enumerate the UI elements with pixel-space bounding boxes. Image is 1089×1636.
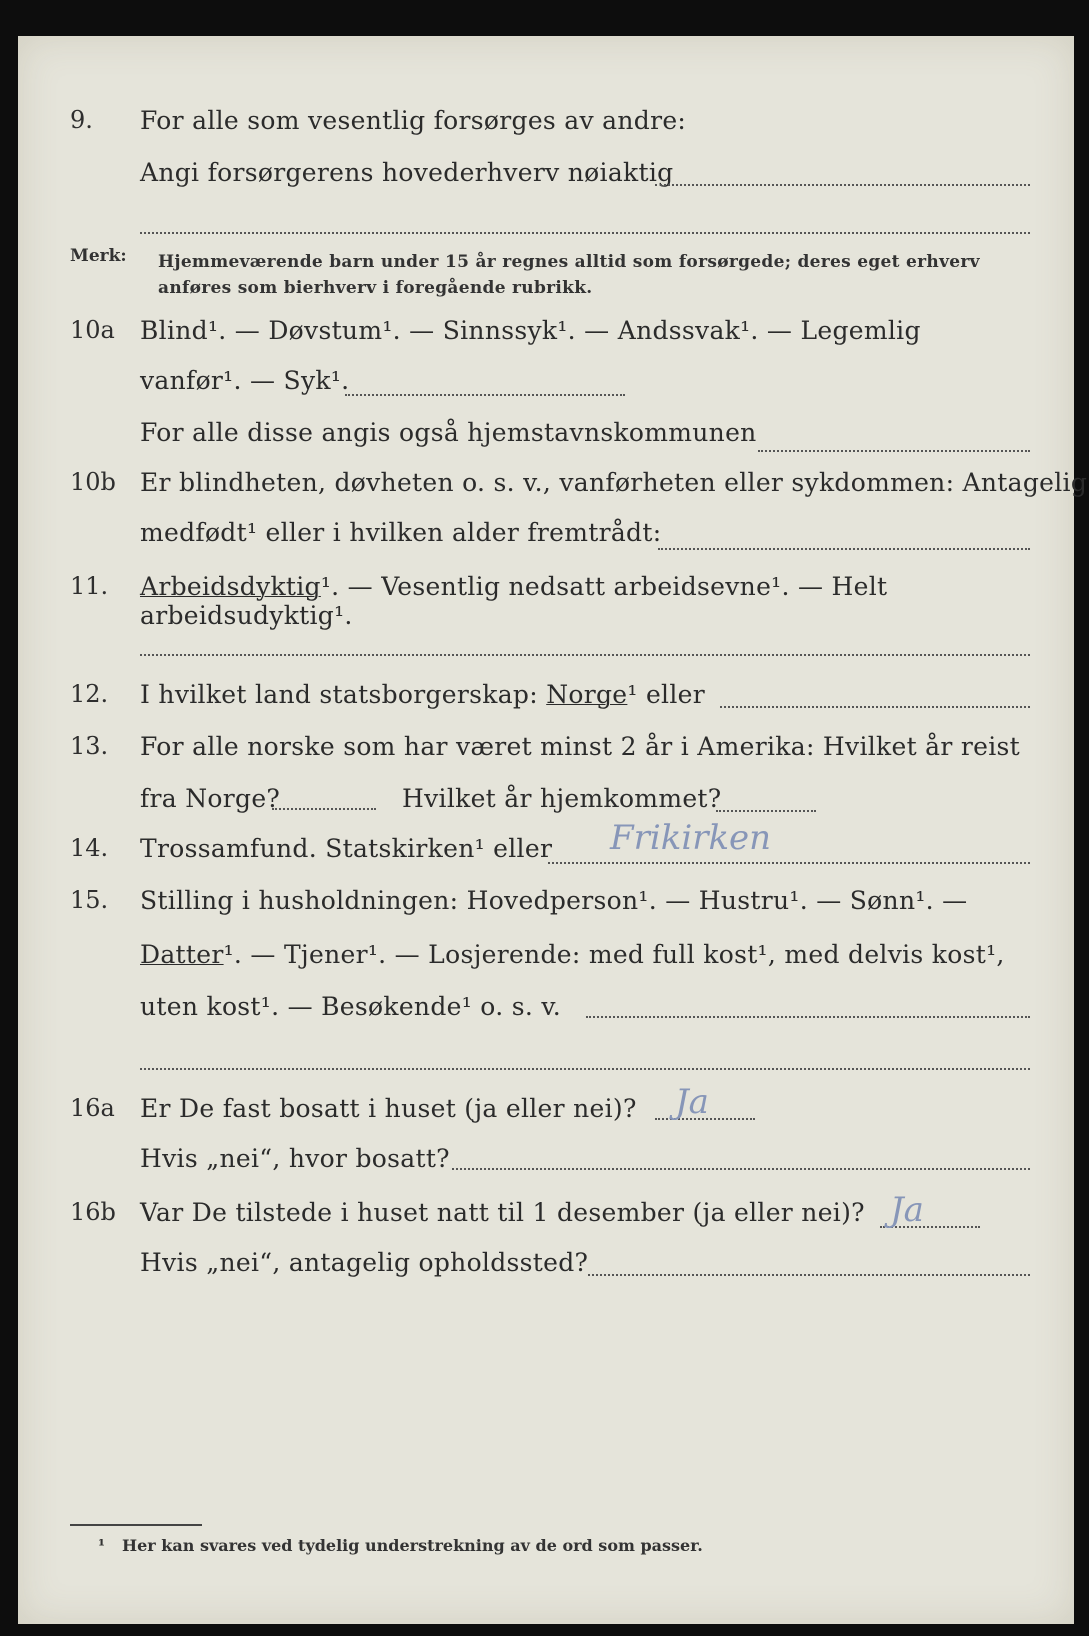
q16a-bosatt-line[interactable] [452, 1168, 1030, 1170]
q12-underlined-option[interactable]: Norge [546, 680, 628, 709]
q13-hjemkommet-line[interactable] [716, 810, 816, 812]
q11-underlined-option[interactable]: Arbeidsdyktig [140, 572, 321, 601]
q9-answer-line-2[interactable] [140, 232, 1030, 234]
q13-number: 13. [70, 732, 109, 760]
q14-handwritten-answer: Frikirken [610, 818, 772, 858]
q10b-answer-line[interactable] [658, 548, 1030, 550]
q15-number: 15. [70, 886, 109, 914]
q16b-line1: Var De tilstede i huset natt til 1 desember (ja eller nei)? [140, 1198, 865, 1227]
q15-line1: Stilling i husholdningen: Hovedperson¹. — Hustru¹. — Sønn¹. — [140, 886, 968, 915]
q11-rest: ¹. — Vesentlig nedsatt arbeidsevne¹. — Helt arbeidsudyktig¹. [140, 572, 888, 630]
q12-number: 12. [70, 680, 109, 708]
footnote-text: Her kan svares ved tydelig understrekning av de ord som passer. [122, 1536, 703, 1555]
q10a-line2: vanfør¹. — Syk¹. [140, 366, 350, 395]
q10a-hjemstavn-line[interactable] [758, 450, 1030, 452]
merk-label: Merk: [70, 246, 127, 266]
q10a-line1: Blind¹. — Døvstum¹. — Sinnssyk¹. — Andssvak¹. — Legemlig [140, 316, 921, 345]
q9-line1: For alle som vesentlig forsørges av andre: [140, 106, 687, 135]
q13-line1: For alle norske som har været minst 2 år i Amerika: Hvilket år reist [140, 732, 1021, 761]
q12-prefix: I hvilket land statsborgerskap: [140, 680, 538, 709]
q10a-number: 10a [70, 316, 115, 344]
footnote-mark: ¹ [98, 1536, 106, 1555]
q16a-line1: Er De fast bosatt i huset (ja eller nei)? [140, 1094, 637, 1123]
q11-line [140, 572, 1089, 630]
q16a-handwritten-answer: Ja [675, 1082, 709, 1122]
q14-answer-line[interactable] [548, 862, 1030, 864]
merk-line1: Hjemmeværende barn under 15 år regnes alltid som forsørgede; deres eget erhverv [158, 252, 980, 272]
q9-number: 9. [70, 106, 93, 134]
merk-line2: anføres som bierhverv i foregående rubrikk. [158, 278, 593, 298]
q16a-number: 16a [70, 1094, 115, 1122]
q15-underlined-option[interactable]: Datter [140, 940, 224, 969]
q14-line: Trossamfund. Statskirken¹ eller [140, 834, 553, 863]
q10a-line3: For alle disse angis også hjemstavnskommunen [140, 418, 757, 447]
q14-number: 14. [70, 834, 109, 862]
q10b-number: 10b [70, 468, 116, 496]
q10b-line1: Er blindheten, døvheten o. s. v., vanførheten eller sykdommen: Antagelig [140, 468, 1088, 497]
q16b-line2: Hvis „nei“, antagelig opholdssted? [140, 1248, 589, 1277]
q16b-handwritten-answer: Ja [890, 1190, 924, 1230]
q10a-answer-line[interactable] [345, 394, 625, 396]
footnote-rule [70, 1524, 202, 1526]
q13-reist-line[interactable] [272, 808, 376, 810]
q12-answer-line[interactable] [720, 706, 1030, 708]
census-form-page [18, 36, 1074, 1624]
q11-number: 11. [70, 572, 109, 600]
q15-answer-line-2[interactable] [140, 1068, 1030, 1070]
q16b-number: 16b [70, 1198, 116, 1226]
q15-line2 [140, 940, 1005, 969]
q9-line2: Angi forsørgerens hovederhverv nøiaktig [140, 158, 674, 187]
q10b-line2: medfødt¹ eller i hvilken alder fremtrådt: [140, 518, 662, 547]
q15-line2-rest: ¹. — Tjener¹. — Losjerende: med full kost¹, med delvis kost¹, [223, 940, 1005, 969]
q11-answer-line[interactable] [140, 654, 1030, 656]
q16a-line2: Hvis „nei“, hvor bosatt? [140, 1144, 450, 1173]
q15-line3: uten kost¹. — Besøkende¹ o. s. v. [140, 992, 562, 1021]
q12-line [140, 680, 705, 709]
q13-line2a: fra Norge? [140, 784, 281, 813]
q16b-oppholdssted-line[interactable] [588, 1274, 1030, 1276]
q13-line2b: Hvilket år hjemkommet? [402, 784, 722, 813]
q12-suffix: ¹ eller [627, 680, 705, 709]
q15-answer-line[interactable] [586, 1016, 1030, 1018]
q9-answer-line[interactable] [655, 184, 1030, 186]
